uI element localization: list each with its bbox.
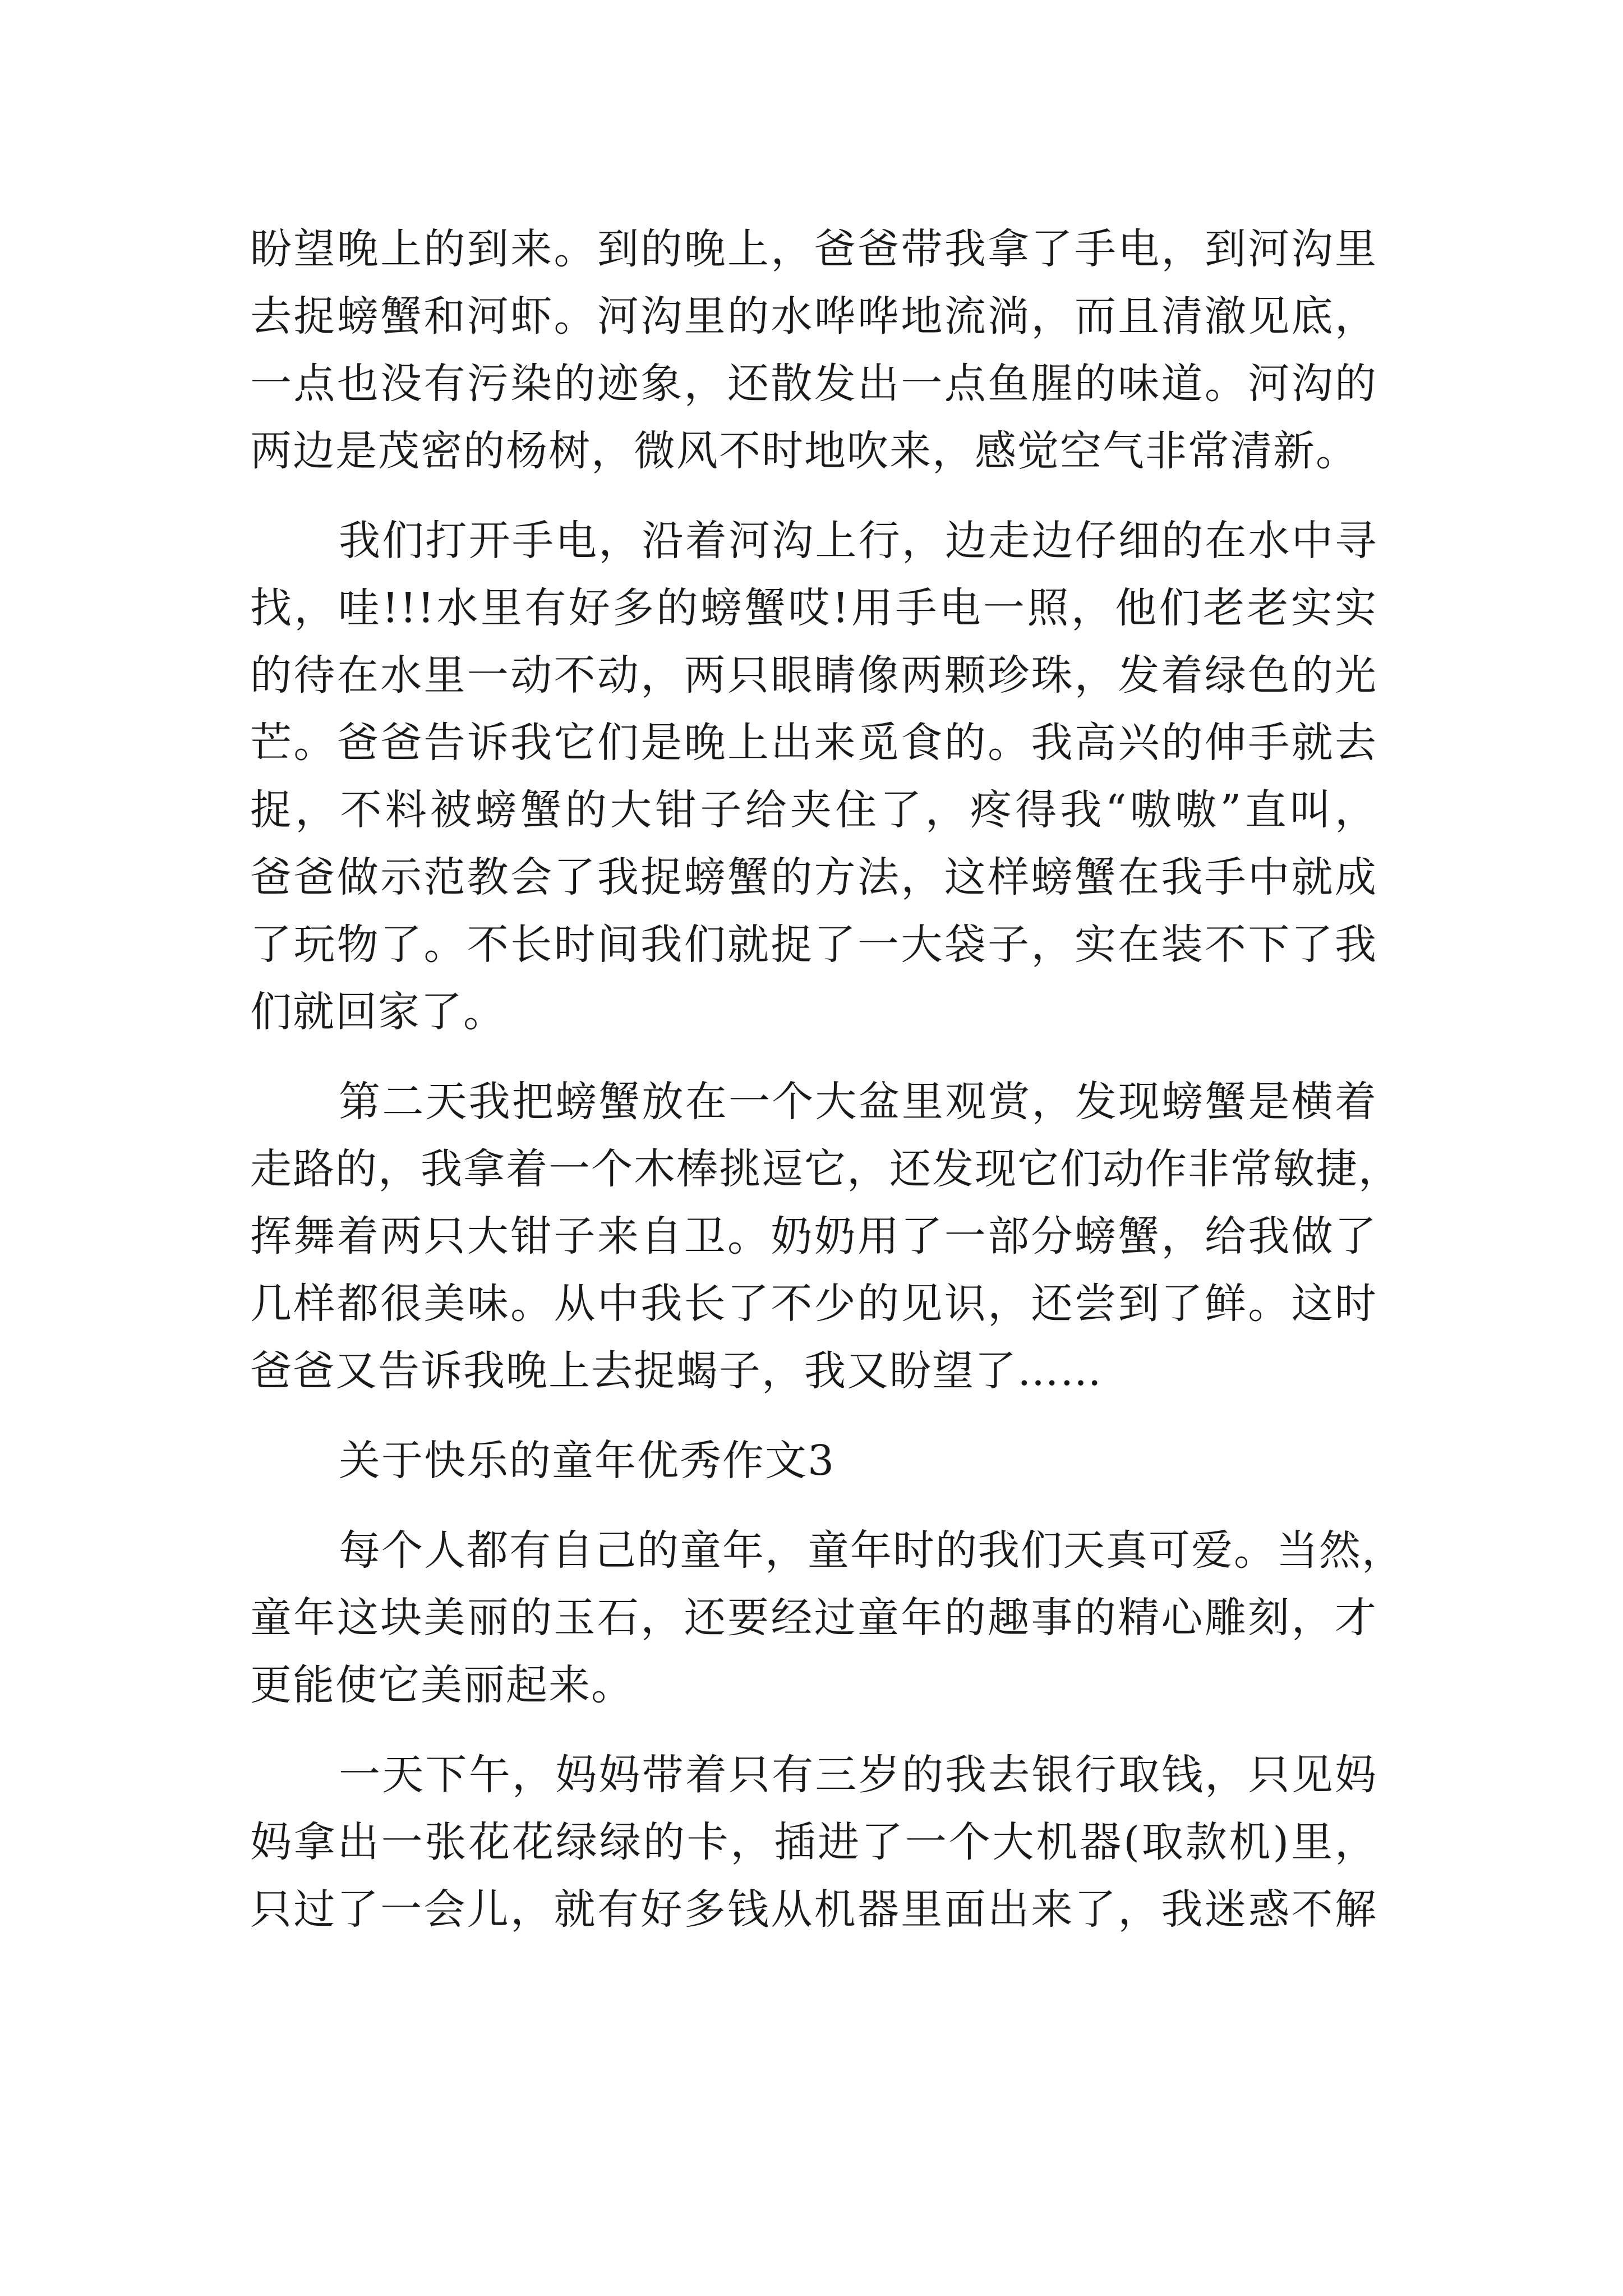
text-line: 找，哇!!!水里有好多的螃蟹哎!用手电一照，他们老老实实 <box>250 584 1377 632</box>
text-line: 挥舞着两只大钳子来自卫。奶奶用了一部分螃蟹，给我做了 <box>250 1212 1377 1260</box>
text-line: 更能使它美丽起来。 <box>250 1661 634 1709</box>
text-line: 几样都很美味。从中我长了不少的见识，还尝到了鲜。这时 <box>250 1280 1377 1328</box>
text-line: 走路的，我拿着一个木棒挑逗它，还发现它们动作非常敏捷， <box>250 1145 1401 1193</box>
text-line: 妈拿出一张花花绿绿的卡，插进了一个大机器(取款机)里， <box>250 1818 1377 1866</box>
text-line: 们就回家了。 <box>250 988 506 1036</box>
text-line: 了玩物了。不长时间我们就捉了一大袋子，实在装不下了我 <box>250 921 1377 969</box>
text-line: 爸爸又告诉我晚上去捉蝎子，我又盼望了…… <box>250 1347 1103 1395</box>
text-line: 爸爸做示范教会了我捉螃蟹的方法，这样螃蟹在我手中就成 <box>250 853 1377 901</box>
essay-title: 关于快乐的童年优秀作文3 <box>339 1437 836 1485</box>
paragraph-first-line: 我们打开手电，沿着河沟上行，边走边仔细的在水中寻 <box>339 517 1377 565</box>
text-line: 盼望晚上的到来。到的晚上，爸爸带我拿了手电，到河沟里 <box>250 225 1377 273</box>
text-line: 的待在水里一动不动，两只眼睛像两颗珍珠，发着绿色的光 <box>250 651 1377 700</box>
text-line: 捉，不料被螃蟹的大钳子给夹住了，疼得我“嗷嗷”直叫， <box>250 786 1377 834</box>
text-line: 去捉螃蟹和河虾。河沟里的水哗哗地流淌，而且清澈见底， <box>250 292 1377 341</box>
text-line: 芒。爸爸告诉我它们是晚上出来觅食的。我高兴的伸手就去 <box>250 719 1377 767</box>
paragraph-first-line: 一天下午，妈妈带着只有三岁的我去银行取钱，只见妈 <box>339 1751 1377 1799</box>
paragraph-first-line: 每个人都有自己的童年，童年时的我们天真可爱。当然， <box>339 1526 1404 1575</box>
text-line: 童年这块美丽的玉石，还要经过童年的趣事的精心雕刻，才 <box>250 1594 1377 1642</box>
text-line: 两边是茂密的杨树，微风不时地吹来，感觉空气非常清新。 <box>250 427 1358 475</box>
text-line: 一点也没有污染的迹象，还散发出一点鱼腥的味道。河沟的 <box>250 360 1377 408</box>
text-line: 只过了一会儿，就有好多钱从机器里面出来了，我迷惑不解 <box>250 1885 1377 1934</box>
paragraph-first-line: 第二天我把螃蟹放在一个大盆里观赏，发现螃蟹是横着 <box>339 1078 1377 1126</box>
